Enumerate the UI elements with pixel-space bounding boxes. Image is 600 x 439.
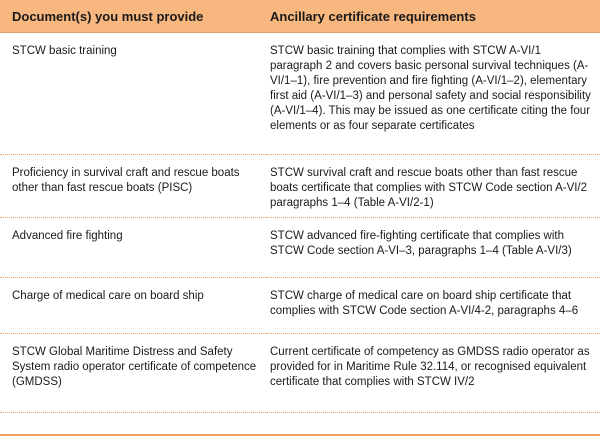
table-row — [0, 278, 600, 334]
requirement-cell: STCW charge of medical care on board ship certificate that complies with STCW Code section A-VI/4-2, paragraphs 4–6 — [266, 278, 600, 334]
table-row — [0, 155, 600, 218]
table-row — [0, 218, 600, 278]
requirement-cell: STCW survival craft and rescue boats other than fast rescue boats certificate that complies with STCW Code section A-VI/2 paragraphs 1–4 (Table A-VI/2-1) — [266, 155, 600, 218]
document-cell: Advanced fire fighting — [0, 218, 266, 278]
requirement-cell: STCW basic training that complies with STCW A-VI/1 paragraph 2 and covers basic personal survival techniques (A-VI/1–1), fire prevention and fire fighting (A-VI/1–2), elementary first aid (A-VI/1–3) and personal safety and social responsibility (A-VI/1–4). This may be issued as one certificate citing the four elements or as four separate certificates — [266, 33, 600, 155]
requirement-cell: STCW advanced fire-fighting certificate that complies with STCW Code section A-VI–3, paragraphs 1–4 (Table A-VI/3) — [266, 218, 600, 278]
table-header — [0, 0, 600, 33]
header-requirements: Ancillary certificate requirements — [266, 0, 600, 33]
header-documents: Document(s) you must provide — [0, 0, 266, 33]
header-row — [0, 0, 600, 33]
table-row — [0, 334, 600, 413]
requirement-cell: Current certificate of competency as GMDSS radio operator as provided for in Maritime Rule 32.114, or recognised equivalent certificate that complies with STCW IV/2 — [266, 334, 600, 413]
document-cell: Proficiency in survival craft and rescue boats other than fast rescue boats (PISC) — [0, 155, 266, 218]
document-cell: STCW basic training — [0, 33, 266, 155]
document-cell: STCW Global Maritime Distress and Safety System radio operator certificate of competence (GMDSS) — [0, 334, 266, 413]
document-cell: Charge of medical care on board ship — [0, 278, 266, 334]
table-row — [0, 33, 600, 155]
table-body — [0, 33, 600, 413]
bottom-rule — [0, 434, 600, 436]
